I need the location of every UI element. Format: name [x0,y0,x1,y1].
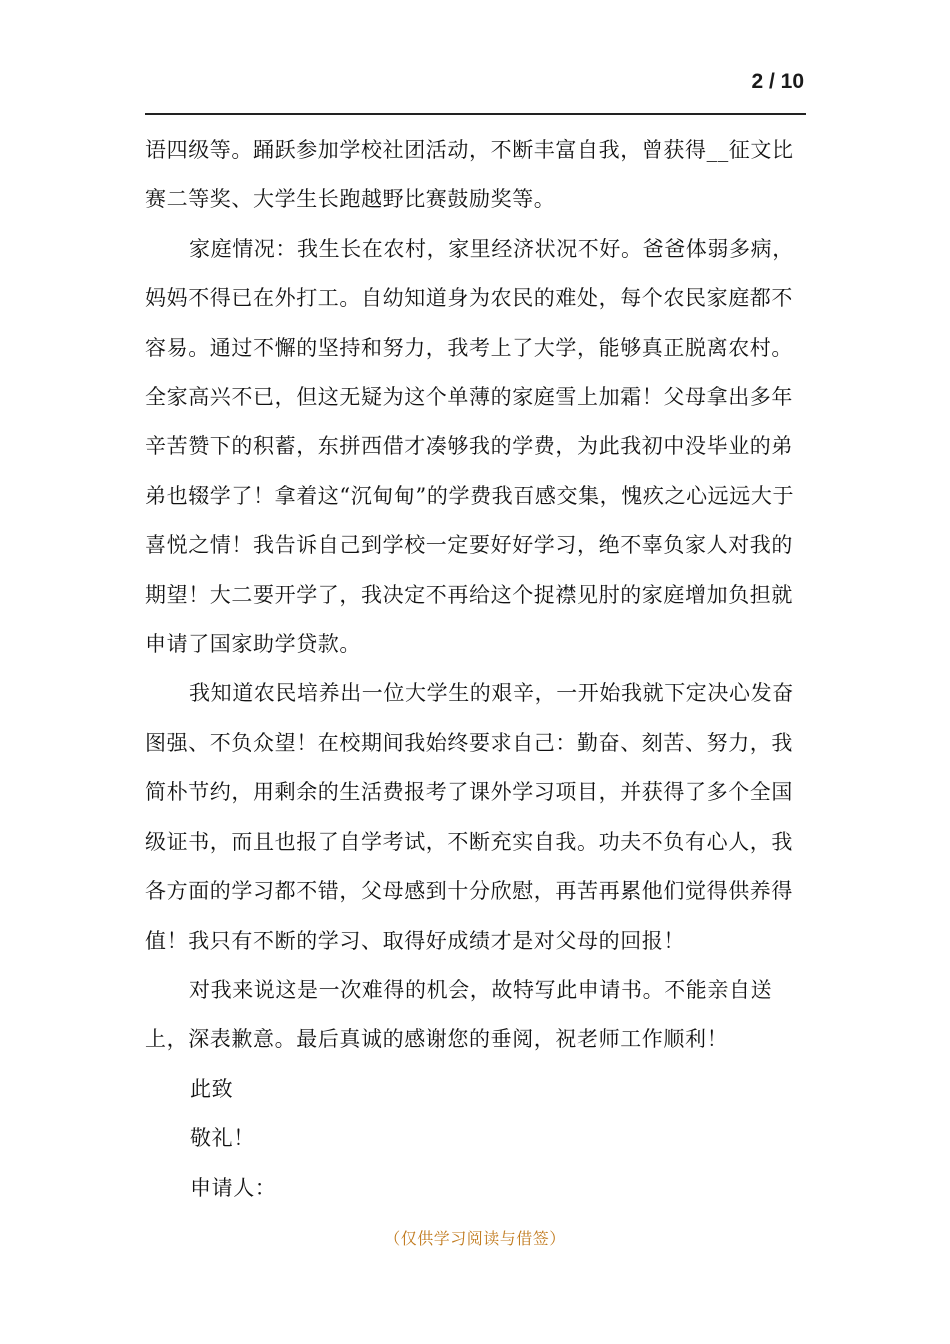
paragraph-family-situation: 家庭情况：我生长在农村，家里经济状况不好。爸爸体弱多病，妈妈不得已在外打工。自幼知道身为农民的难处，每个农民家庭都不容易。通过不懈的坚持和努力，我考上了大学，能够真正脱离农村。全家高兴不已，但这无疑为这个单薄的家庭雪上加霜！父母拿出多年辛苦赞下的积蓄，东拼西借才凑够我的学费，为此我初中没毕业的弟弟也辍学了！拿着这“沉甸甸”的学费我百感交集，愧疚之心远远大于喜悦之情！我告诉自己到学校一定要好好学习，绝不辜负家人对我的期望！大二要开学了，我决定不再给这个捉襟见肘的家庭增加负担就申请了国家助学贷款。 [145,236,795,657]
paragraph-study-effort: 我知道农民培养出一位大学生的艰辛，一开始我就下定决心发奋图强、不负众望！在校期间我始终要求自己：勤奋、刻苦、努力，我简朴节约，用剩余的生活费报考了课外学习项目，并获得了多个全国级证书，而且也报了自学考试，不断充实自我。功夫不负有心人，我各方面的学习都不错，父母感到十分欣慰，再苦再累他们觉得供养得值！我只有不断的学习、取得好成绩才是对父母的回报！ [145,681,794,953]
applicant-label: 申请人： [190,1175,277,1200]
closing-regards: 敬礼！ [190,1126,255,1151]
document-body [145,126,810,1213]
page-number: 2 / 10 [751,70,804,93]
paragraph-conclusion: 对我来说这是一次难得的机会，故特写此申请书。不能亲自送上，深表歉意。最后真诚的感谢您的垂阅，祝老师工作顺利！ [145,977,773,1052]
header-divider [145,113,806,115]
footer-note: （仅供学习阅读与借签） [384,1229,566,1248]
closing-salutation: 此致 [190,1076,234,1101]
paragraph-continuation: 语四级等。踊跃参加学校社团活动，不断丰富自我，曾获得__征文比赛二等奖、大学生长跑越野比赛鼓励奖等。 [145,138,794,212]
